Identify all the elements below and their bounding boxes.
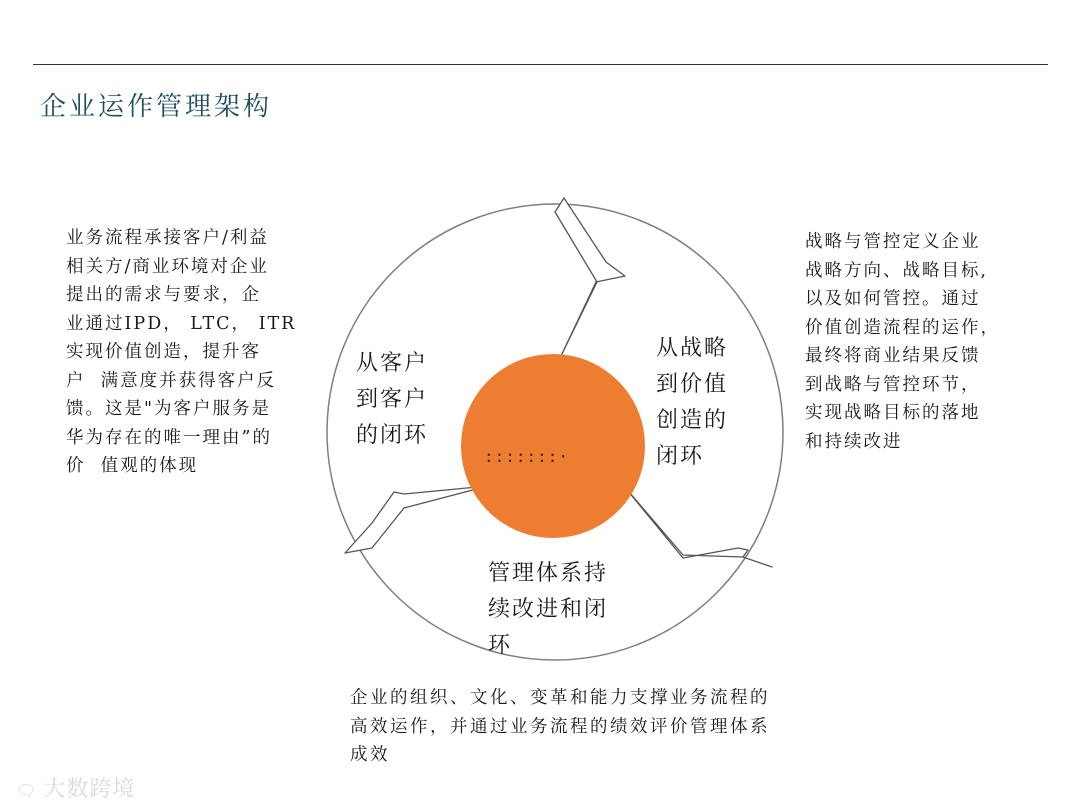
right-description-line: 最终将商业结果反馈 bbox=[805, 346, 981, 366]
left-arrow bbox=[345, 486, 488, 553]
left-description-line: 相关方/商业环境对企业 bbox=[66, 256, 269, 277]
right-arrow bbox=[623, 485, 772, 567]
top-arrow bbox=[555, 198, 625, 358]
right-description-line: 以及如何管控。通过 bbox=[805, 289, 981, 309]
right-description-line: 战略方向、战略目标, bbox=[805, 260, 989, 281]
page-title: 企业运作管理架构 bbox=[40, 92, 273, 122]
left-description-line: 华为存在的唯一理由”的 bbox=[66, 427, 272, 448]
bottom-description-line: 高效运作，并通过业务流程的绩效评价管理体系 bbox=[350, 716, 770, 737]
bottom-description-line: 企业的组织、文化、变革和能力支撑业务流程的 bbox=[350, 688, 770, 708]
strategy-loop-label-line: 创造的 bbox=[656, 408, 729, 433]
left-description-line: 业务流程承接客户/利益 bbox=[66, 228, 269, 248]
right-description-line: 价值创造流程的运作， bbox=[805, 317, 1000, 338]
right-description-line: 实现战略目标的落地 bbox=[805, 403, 981, 423]
left-description-line: 业通过IPD， LTC， ITR bbox=[66, 313, 297, 334]
right-description-line: 和持续改进 bbox=[805, 431, 903, 452]
left-description-line: 价 值观的体现 bbox=[66, 456, 199, 476]
bottom-description-line: 成效 bbox=[350, 745, 390, 765]
customer-loop-label-line: 从客户 bbox=[356, 351, 429, 376]
watermark-text: 大数跨境 bbox=[43, 777, 136, 802]
strategy-loop-label bbox=[656, 331, 728, 475]
right-description-line: 到战略与管控环节， bbox=[805, 374, 981, 395]
left-description-line: 户 满意度并获得客户反 bbox=[66, 370, 277, 391]
strategy-loop-label-line: 闭环 bbox=[656, 444, 705, 469]
management-loop-label-line: 环 bbox=[488, 633, 513, 658]
chat-bubble-icon: 🗨 bbox=[16, 780, 38, 800]
left-description-line: 提出的需求与要求，企 bbox=[66, 285, 261, 305]
center-circle bbox=[461, 354, 645, 538]
watermark bbox=[16, 772, 135, 803]
customer-loop-label-line: 的闭环 bbox=[356, 423, 429, 448]
strategy-loop-label-line: 到价值 bbox=[656, 372, 729, 397]
center-dots: :::::::· bbox=[484, 447, 570, 466]
customer-loop-label-line: 到客户 bbox=[356, 387, 429, 412]
left-description-line: 馈。这是"为客户服务是 bbox=[66, 399, 272, 419]
strategy-loop-label-line: 从战略 bbox=[656, 336, 729, 361]
management-loop-label-line: 续改进和闭 bbox=[488, 597, 609, 622]
left-description-line: 实现价值创造，提升客 bbox=[66, 342, 261, 362]
right-description-line: 战略与管控定义企业 bbox=[805, 232, 981, 252]
management-loop-label bbox=[488, 556, 608, 664]
management-loop-label-line: 管理体系持 bbox=[488, 561, 609, 586]
customer-loop-label bbox=[356, 346, 428, 454]
